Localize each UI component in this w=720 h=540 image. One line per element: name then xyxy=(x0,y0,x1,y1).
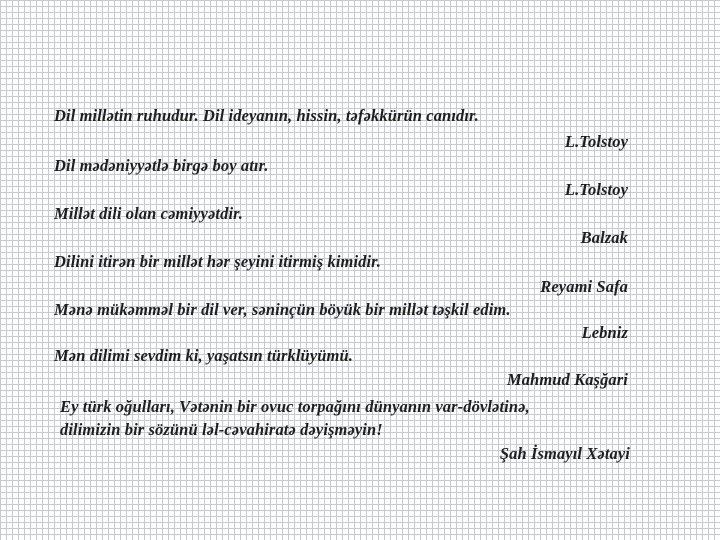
quote-text: Mən dilimi sevdim ki, yaşatsın türklüyümü. xyxy=(54,346,353,365)
quote-author: Reyami Safa xyxy=(540,277,628,296)
quote-text: Dilini itirən bir millət hər şeyini itirmiş kimidir. xyxy=(54,252,381,271)
quote-text: Ey türk oğulları, Vətənin bir ovuc torpağını dünyanın var-dövlətinə, xyxy=(60,397,530,416)
quote-author: Şah İsmayıl Xətayi xyxy=(499,444,630,463)
quote-author: Mahmud Kaşğari xyxy=(506,370,628,389)
quote-author: Balzak xyxy=(580,228,628,247)
quote-text: Mənə mükəmməl bir dil ver, səninçün böyük bir millət təşkil edim. xyxy=(54,300,511,319)
quote-text: dilimizin bir sözünü ləl-cəvahiratə dəyişməyin! xyxy=(60,420,383,439)
quote-author: Lebniz xyxy=(581,323,628,342)
quote-author: L.Tolstoy xyxy=(564,180,628,199)
quote-text: Millət dili olan cəmiyyətdir. xyxy=(54,204,243,223)
quote-text: Dil mədəniyyətlə birgə boy atır. xyxy=(54,156,269,175)
quote-text: Dil millətin ruhudur. Dil ideyanın, hissin, təfəkkürün canıdır. xyxy=(54,106,479,125)
quote-author: L.Tolstoy xyxy=(564,132,628,151)
